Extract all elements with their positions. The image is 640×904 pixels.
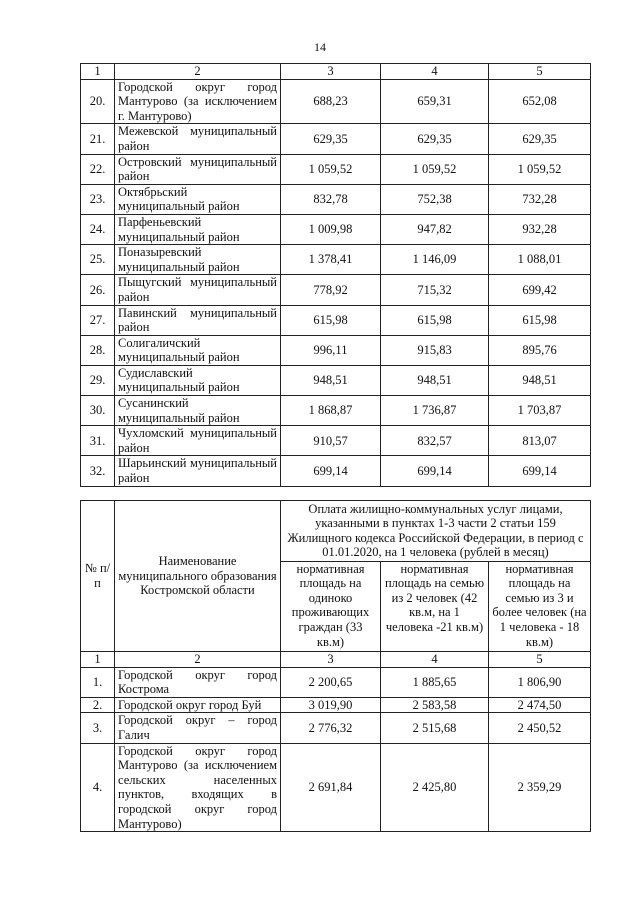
column-number: 2 xyxy=(115,64,281,80)
rates-table-2020 xyxy=(80,500,591,832)
column-number: 4 xyxy=(381,64,489,80)
column-number-row xyxy=(81,64,591,80)
value-three-plus: 1 088,01 xyxy=(489,245,591,275)
value-three-plus: 813,07 xyxy=(489,426,591,456)
page-number: 14 xyxy=(314,40,326,54)
value-single: 2 776,32 xyxy=(281,713,381,743)
value-three-plus: 1 703,87 xyxy=(489,396,591,426)
value-two: 947,82 xyxy=(381,214,489,244)
table-row xyxy=(81,697,591,713)
value-two: 752,38 xyxy=(381,184,489,214)
table-row xyxy=(81,184,591,214)
row-number: 27. xyxy=(81,305,115,335)
municipality-name: Судиславский муниципальный район xyxy=(115,365,281,395)
table-row xyxy=(81,154,591,184)
row-number: 24. xyxy=(81,214,115,244)
municipality-name: Чухломский муниципальный район xyxy=(115,426,281,456)
table-row xyxy=(81,456,591,486)
sub-header-single: нормативная площадь на одиноко проживающих граждан (33 кв.м) xyxy=(281,561,381,651)
row-number: 31. xyxy=(81,426,115,456)
column-number: 3 xyxy=(281,652,381,668)
column-number: 2 xyxy=(115,652,281,668)
value-single: 778,92 xyxy=(281,275,381,305)
value-two: 715,32 xyxy=(381,275,489,305)
row-number: 3. xyxy=(81,713,115,743)
column-number: 5 xyxy=(489,64,591,80)
row-number: 2. xyxy=(81,697,115,713)
municipality-name: Пыщугский муниципальный район xyxy=(115,275,281,305)
value-three-plus: 2 450,52 xyxy=(489,713,591,743)
municipality-name: Городской округ – город Галич xyxy=(115,713,281,743)
municipality-name: Павинский муниципальный район xyxy=(115,305,281,335)
table-row xyxy=(81,667,591,697)
municipality-name: Шарьинский муниципальный район xyxy=(115,456,281,486)
value-two: 2 583,58 xyxy=(381,697,489,713)
value-three-plus: 699,14 xyxy=(489,456,591,486)
value-three-plus: 652,08 xyxy=(489,79,591,124)
value-single: 996,11 xyxy=(281,335,381,365)
table-row xyxy=(81,396,591,426)
municipality-name: Парфеньевский муниципальный район xyxy=(115,214,281,244)
table-row xyxy=(81,335,591,365)
value-single: 910,57 xyxy=(281,426,381,456)
row-number: 25. xyxy=(81,245,115,275)
sub-header-two: нормативная площадь на семью из 2 человек (42 кв.м, на 1 человека -21 кв.м) xyxy=(381,561,489,651)
value-three-plus: 699,42 xyxy=(489,275,591,305)
column-number: 5 xyxy=(489,652,591,668)
table-row xyxy=(81,79,591,124)
column-number-row xyxy=(81,652,591,668)
value-two: 2 515,68 xyxy=(381,713,489,743)
table-row xyxy=(81,743,591,832)
value-single: 1 009,98 xyxy=(281,214,381,244)
value-single: 2 691,84 xyxy=(281,743,381,832)
table-row xyxy=(81,305,591,335)
value-single: 688,23 xyxy=(281,79,381,124)
table-row xyxy=(81,365,591,395)
table-row xyxy=(81,245,591,275)
row-number: 20. xyxy=(81,79,115,124)
municipality-name: Поназыревский муниципальный район xyxy=(115,245,281,275)
value-three-plus: 2 474,50 xyxy=(489,697,591,713)
value-single: 1 378,41 xyxy=(281,245,381,275)
sub-header-three-plus: нормативная площадь на семью из 3 и более человек (на 1 человека - 18 кв.м) xyxy=(489,561,591,651)
rates-table-continued xyxy=(80,63,591,487)
municipality-name: Межевской муниципальный район xyxy=(115,124,281,154)
value-single: 3 019,90 xyxy=(281,697,381,713)
row-number: 1. xyxy=(81,667,115,697)
row-number: 28. xyxy=(81,335,115,365)
value-two: 915,83 xyxy=(381,335,489,365)
municipality-name: Городской округ город Кострома xyxy=(115,667,281,697)
municipality-name: Островский муниципальный район xyxy=(115,154,281,184)
value-single: 699,14 xyxy=(281,456,381,486)
municipality-name: Городской округ город Мантурово (за исключением сельских населенных пунктов, входящих в городской округ город Мантурово) xyxy=(115,743,281,832)
value-two: 699,14 xyxy=(381,456,489,486)
municipality-name: Октябрьский муниципальный район xyxy=(115,184,281,214)
row-number: 32. xyxy=(81,456,115,486)
municipality-name: Солигаличский муниципальный район xyxy=(115,335,281,365)
row-number: 21. xyxy=(81,124,115,154)
value-two: 948,51 xyxy=(381,365,489,395)
value-two: 1 059,52 xyxy=(381,154,489,184)
municipality-name: Городской округ город Мантурово (за исключением г. Мантурово) xyxy=(115,79,281,124)
value-three-plus: 932,28 xyxy=(489,214,591,244)
row-number: 23. xyxy=(81,184,115,214)
value-two: 615,98 xyxy=(381,305,489,335)
value-single: 629,35 xyxy=(281,124,381,154)
value-three-plus: 2 359,29 xyxy=(489,743,591,832)
table-row xyxy=(81,124,591,154)
column-number: 3 xyxy=(281,64,381,80)
value-single: 832,78 xyxy=(281,184,381,214)
row-number: 4. xyxy=(81,743,115,832)
value-two: 659,31 xyxy=(381,79,489,124)
value-three-plus: 948,51 xyxy=(489,365,591,395)
row-number: 29. xyxy=(81,365,115,395)
value-three-plus: 629,35 xyxy=(489,124,591,154)
value-two: 1 736,87 xyxy=(381,396,489,426)
col-num-header: № п/п xyxy=(81,501,115,652)
municipality-name: Сусанинский муниципальный район xyxy=(115,396,281,426)
value-single: 948,51 xyxy=(281,365,381,395)
table-row xyxy=(81,275,591,305)
column-number: 1 xyxy=(81,652,115,668)
table-row xyxy=(81,713,591,743)
value-three-plus: 732,28 xyxy=(489,184,591,214)
column-number: 1 xyxy=(81,64,115,80)
value-two: 629,35 xyxy=(381,124,489,154)
value-single: 2 200,65 xyxy=(281,667,381,697)
value-single: 1 059,52 xyxy=(281,154,381,184)
municipality-name: Городской округ город Буй xyxy=(115,697,281,713)
column-number: 4 xyxy=(381,652,489,668)
value-three-plus: 615,98 xyxy=(489,305,591,335)
value-three-plus: 1 059,52 xyxy=(489,154,591,184)
table-row xyxy=(81,214,591,244)
table-row xyxy=(81,426,591,456)
row-number: 30. xyxy=(81,396,115,426)
value-two: 2 425,80 xyxy=(381,743,489,832)
value-three-plus: 1 806,90 xyxy=(489,667,591,697)
col-name-header: Наименование муниципального образования Костромской области xyxy=(115,501,281,652)
row-number: 22. xyxy=(81,154,115,184)
value-two: 1 146,09 xyxy=(381,245,489,275)
row-number: 26. xyxy=(81,275,115,305)
value-two: 832,57 xyxy=(381,426,489,456)
group-header: Оплата жилищно-коммунальных услуг лицами, указанными в пунктах 1-3 части 2 статьи 159 Жилищного кодекса Российской Федерации, в период с 01.01.2020, на 1 человека (рублей в месяц) xyxy=(281,501,591,562)
value-single: 615,98 xyxy=(281,305,381,335)
value-three-plus: 895,76 xyxy=(489,335,591,365)
value-single: 1 868,87 xyxy=(281,396,381,426)
value-two: 1 885,65 xyxy=(381,667,489,697)
